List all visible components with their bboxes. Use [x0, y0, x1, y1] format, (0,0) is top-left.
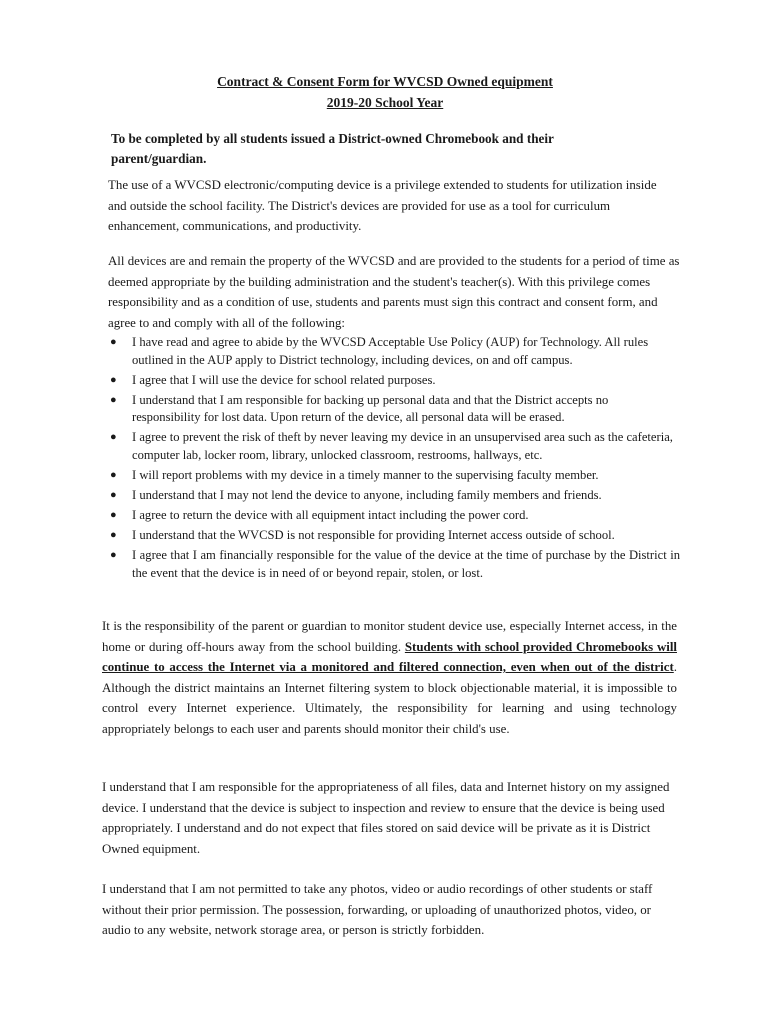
list-item [108, 507, 680, 525]
list-item-text: I will report problems with my device in a timely manner to the supervising faculty member. [132, 467, 599, 482]
bullet-icon: ● [110, 336, 117, 348]
list-item [108, 467, 680, 485]
bullet-icon: ● [110, 431, 117, 444]
parent-responsibility-paragraph [102, 616, 677, 739]
bullet-icon: ● [110, 393, 117, 406]
bullet-icon: ● [110, 488, 117, 501]
list-item-text: I understand that I may not lend the device to anyone, including family members and friends. [132, 487, 602, 502]
filtered-connection-emphasis: Students with school provided Chromebooks will continue to access the Internet via a monitored and filtered connection, even when out of the district [102, 639, 677, 674]
bullet-icon: ● [110, 529, 117, 542]
list-item-text: I agree that I am financially responsible for the value of the device at the time of purchase by the District in the event that the device is in need of or beyond repair, stolen, or lost. [132, 548, 680, 580]
bullet-icon: ● [110, 468, 117, 481]
list-item-text: I agree that I will use the device for school related purposes. [132, 372, 436, 387]
bullet-icon: ● [110, 549, 117, 562]
filtering-disclaimer-text: . Although the district maintains an Internet filtering system to block objectionable material, it is impossible to control every Internet experience. Ultimately, the responsibility for learning and using technology appropriately belongs to each user and parents should monitor their child's use. [102, 660, 677, 736]
bullet-icon: ● [110, 509, 117, 522]
agreement-bullet-list [108, 334, 680, 585]
page-title: Contract & Consent Form for WVCSD Owned equipment [217, 74, 553, 89]
list-item-text: I agree to prevent the risk of theft by never leaving my device in an unsupervised area such as the cafeteria, computer lab, locker room, library, unlocked classroom, restrooms, hallways, etc. [132, 430, 673, 462]
intro-instructions: To be completed by all students issued a District-owned Chromebook and their parent/guardian. [111, 131, 554, 166]
bullet-icon: ● [110, 373, 117, 386]
list-item-text: I have read and agree to abide by the WVCSD Acceptable Use Policy (AUP) for Technology. All rules outlined in the AUP apply to District technology, including devices, on and off campus. [132, 335, 649, 367]
recording-permission-paragraph: I understand that I am not permitted to take any photos, video or audio recordings of other students or staff without their prior permission. The possession, forwarding, or uploading of unauthorized photos, video, or audio to any website, network storage area, or person is strictly forbidden. [102, 882, 653, 937]
list-item [108, 547, 680, 582]
list-item [108, 429, 680, 464]
list-item [108, 334, 680, 369]
list-item [108, 527, 680, 545]
files-responsibility-paragraph: I understand that I am responsible for the appropriateness of all files, data and Internet history on my assigned device. I understand that the device is subject to inspection and review to ensure that the device is being used appropriately. I understand and do not expect that files stored on said device will be private as it is District Owned equipment. [102, 780, 670, 856]
list-item [108, 372, 680, 390]
parent-responsibility-text: It is the responsibility of the parent or guardian to monitor student device use, especially Internet access, in the home or during off-hours away from the school building. [102, 619, 677, 654]
list-item [108, 392, 680, 427]
list-item-text: I understand that the WVCSD is not responsible for providing Internet access outside of school. [132, 528, 615, 543]
device-privilege-paragraph: The use of a WVCSD electronic/computing device is a privilege extended to students for utilization inside and outside the school facility. The District's devices are provided for use as a tool for curriculum enhancement, communications, and productivity. [108, 178, 657, 233]
list-item-text: I understand that I am responsible for backing up personal data and that the District accepts no responsibility for lost data. Upon return of the device, all personal data will be erased. [132, 392, 609, 425]
school-year-subtitle: 2019-20 School Year [326, 95, 444, 110]
device-property-paragraph: All devices are and remain the property of the WVCSD and are provided to the students for a period of time as deemed appropriate by the building administration and the student's teacher(s). With this privilege comes responsibility and as a condition of use, students and parents must sign this contract and consent form, and agree to and comply with all of the following: [108, 254, 680, 330]
list-item [108, 487, 680, 505]
list-item-text: I agree to return the device with all equipment intact including the power cord. [132, 508, 529, 523]
